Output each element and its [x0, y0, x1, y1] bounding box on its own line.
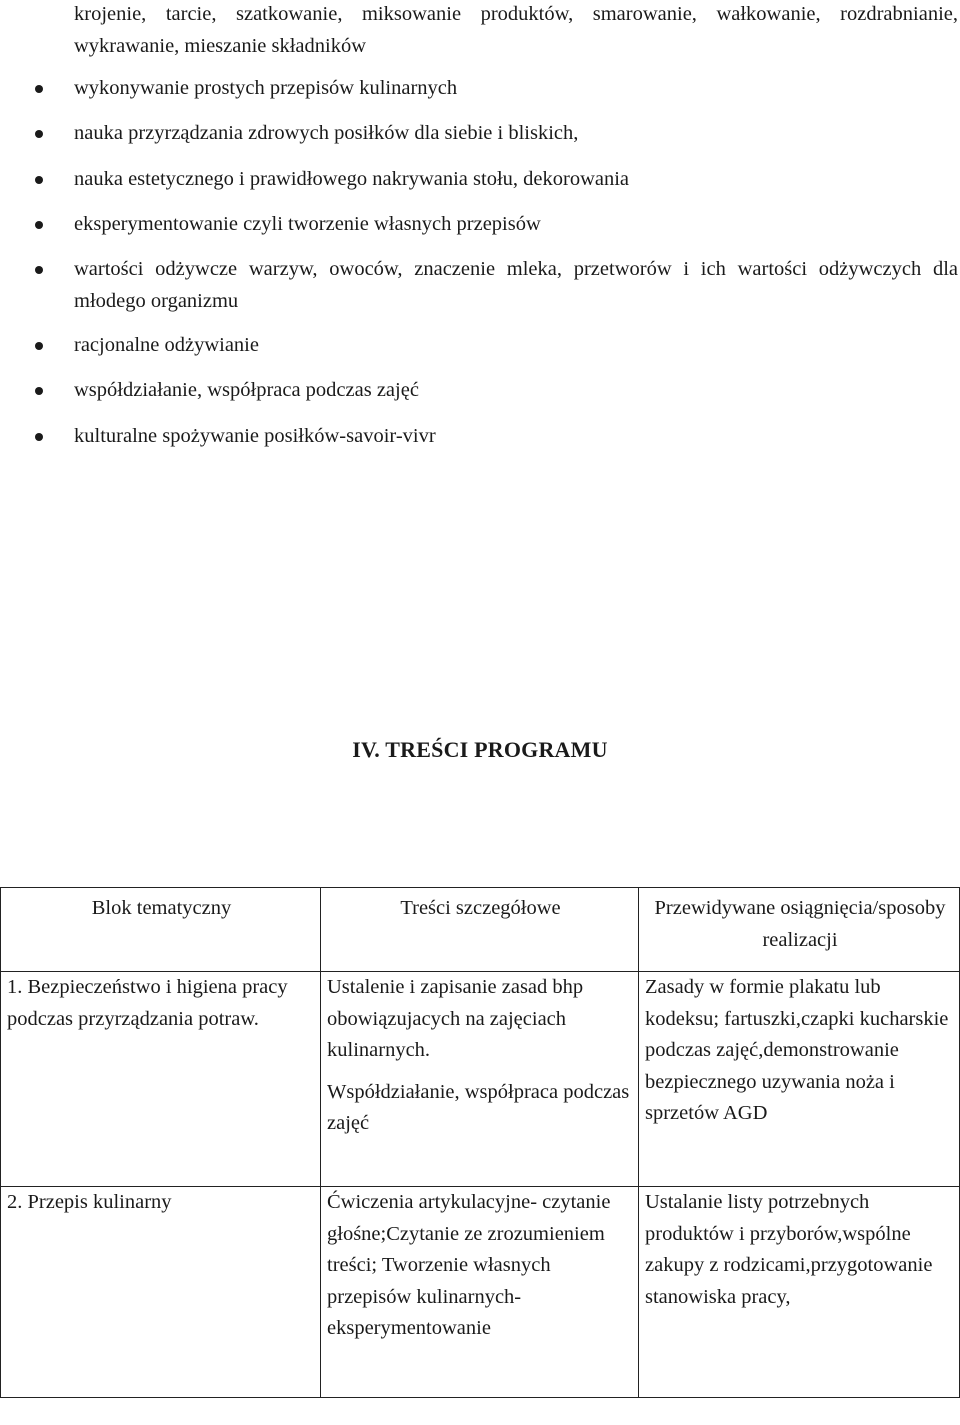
- content-cell: [321, 1187, 639, 1398]
- column-header-block: Blok tematyczny: [1, 888, 321, 972]
- column-header-outcomes: Przewidywane osiągnięcia/sposoby realizacji: [639, 888, 960, 972]
- content-text: Ćwiczenia artykulacyjne- czytanie głośne;Czytanie ze zrozumieniem treści; Tworzenie własnych przepisów kulinarnych- eksperymentowanie: [327, 1191, 611, 1339]
- bullet-icon: [35, 387, 43, 395]
- list-item: [74, 73, 958, 105]
- bullet-icon: [35, 85, 43, 93]
- table-header-row: [1, 888, 960, 972]
- list-item-text: nauka estetycznego i prawidłowego nakrywania stołu, dekorowania: [74, 168, 630, 190]
- list-item: [74, 118, 958, 150]
- intro-paragraph: krojenie, tarcie, szatkowanie, miksowanie produktów, smarowanie, wałkowanie, rozdrabnianie, wykrawanie, mieszanie składników: [74, 3, 958, 57]
- bullet-icon: [35, 266, 43, 274]
- outcomes-text: Ustalanie listy potrzebnych produktów i przyborów,wspólne zakupy z rodzicami,przygotowanie stanowiska pracy,: [645, 1191, 933, 1308]
- list-item-text: wartości odżywcze warzyw, owoców, znaczenie mleka, przetworów i ich wartości odżywczych dla młodego organizmu: [74, 258, 958, 312]
- list-item: [74, 375, 958, 407]
- list-item-text: współdziałanie, współpraca podczas zajęć: [74, 379, 419, 401]
- list-item: [74, 164, 958, 196]
- block-text: 1. Bezpieczeństwo i higiena pracy podczas przyrządzania potraw.: [7, 976, 288, 1030]
- block-cell: [1, 972, 321, 1187]
- outcomes-text: Zasady w formie plakatu lub kodeksu; fartuszki,czapki kucharskie podczas zajęć,demonstrowanie bezpiecznego uzywania noża i sprzetów AGD: [645, 976, 949, 1124]
- list-item: [74, 421, 958, 453]
- program-table: [0, 887, 960, 1398]
- block-cell: [1, 1187, 321, 1398]
- list-item: [74, 254, 958, 317]
- section-heading: IV. TREŚCI PROGRAMU: [352, 737, 608, 762]
- list-item-text: wykonywanie prostych przepisów kulinarnych: [74, 77, 458, 99]
- content-text: Ustalenie i zapisanie zasad bhp obowiązujacych na zajęciach kulinarnych.: [327, 976, 584, 1061]
- bullet-icon: [35, 176, 43, 184]
- table-row: [1, 1187, 960, 1398]
- list-item: [74, 209, 958, 241]
- content-cell: [321, 972, 639, 1187]
- list-item-text: nauka przyrządzania zdrowych posiłków dla siebie i bliskich,: [74, 122, 579, 144]
- bullet-icon: [35, 130, 43, 138]
- list-item: [74, 330, 958, 362]
- bullet-icon: [35, 342, 43, 350]
- bullet-icon: [35, 221, 43, 229]
- table-row: [1, 972, 960, 1187]
- list-item-text: kulturalne spożywanie posiłków-savoir-vivr: [74, 425, 436, 447]
- block-text: 2. Przepis kulinarny: [7, 1191, 172, 1213]
- list-item-text: racjonalne odżywianie: [74, 334, 259, 356]
- content-text: Współdziałanie, współpraca podczas zajęć: [327, 1080, 630, 1134]
- bullet-icon: [35, 433, 43, 441]
- outcomes-cell: [639, 972, 960, 1187]
- outcomes-cell: [639, 1187, 960, 1398]
- list-item-text: eksperymentowanie czyli tworzenie własnych przepisów: [74, 213, 541, 235]
- column-header-content: Treści szczegółowe: [321, 888, 639, 972]
